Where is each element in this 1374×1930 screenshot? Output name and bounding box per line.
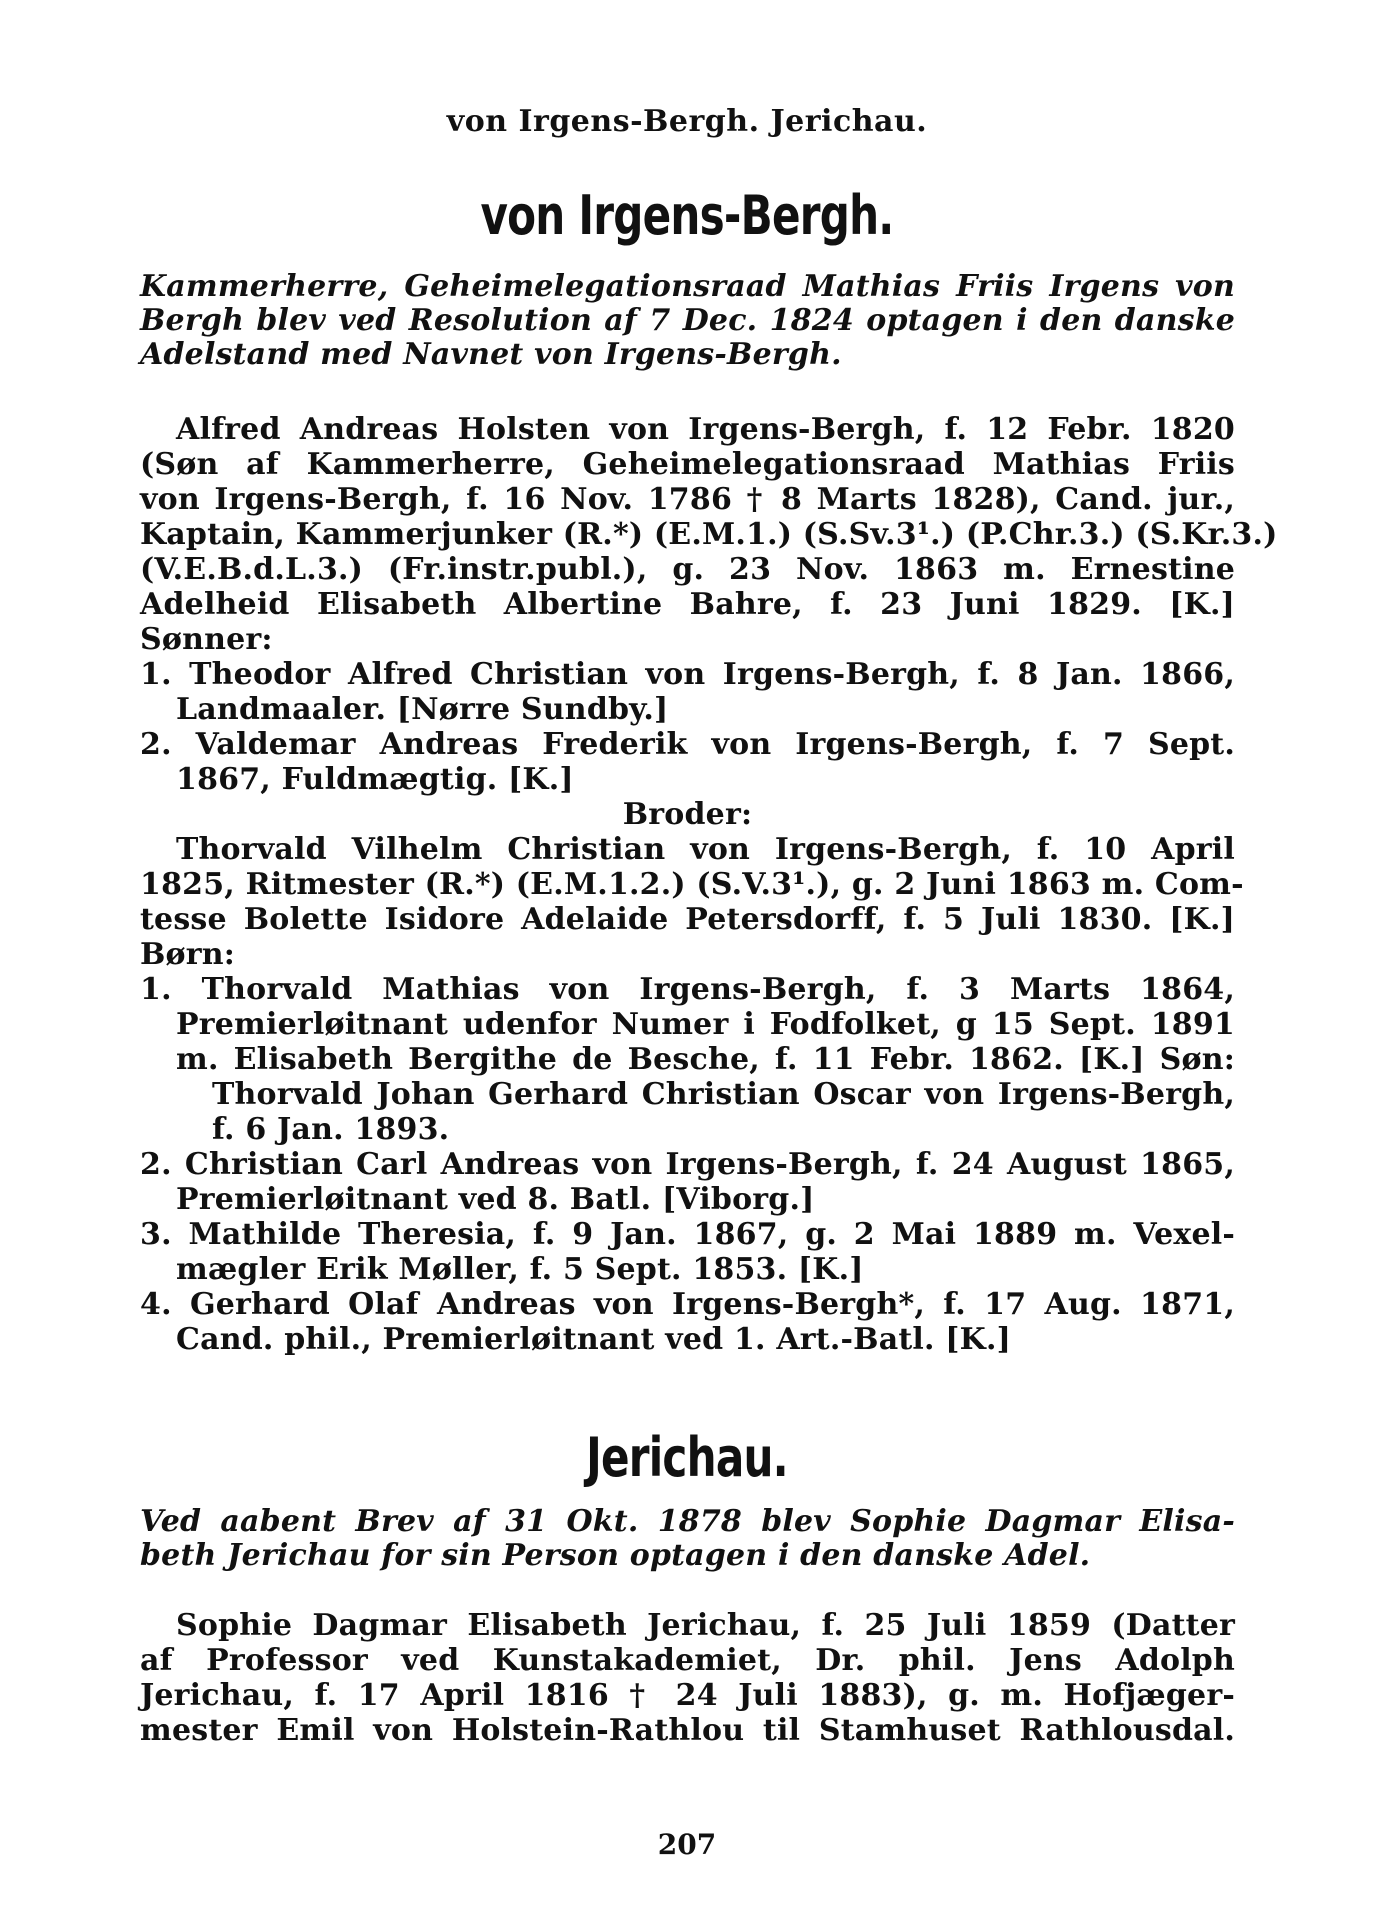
entry-line: tesse Bolette Isidore Adelaide Petersdorff, f. 5 Juli 1830. [K.] <box>140 902 1235 937</box>
entry-line: (Søn af Kammerherre, Geheimelegationsraad Mathias Friis <box>140 447 1235 482</box>
entry-line: Sophie Dagmar Elisabeth Jerichau, f. 25 Juli 1859 (Datter <box>176 1608 1235 1643</box>
entry-line: mester Emil von Holstein-Rathlou til Stamhuset Rathlousdal. <box>140 1713 1235 1748</box>
entry-line: m. Elisabeth Bergithe de Besche, f. 11 Febr. 1862. [K.] Søn: <box>176 1042 1235 1077</box>
entry-line: 1825, Ritmester (R.*) (E.M.1.2.) (S.V.3¹.), g. 2 Juni 1863 m. Com- <box>140 867 1244 902</box>
genealogy-entry-jerichau <box>140 1608 1235 1748</box>
section-title-jerichau: Jerichau. <box>586 1426 788 1489</box>
intro-paragraph-jerichau <box>140 1505 1235 1573</box>
entry-line: Alfred Andreas Holsten von Irgens-Bergh, f. 12 Febr. 1820 <box>176 412 1235 447</box>
page-number: 207 <box>657 1828 717 1861</box>
genealogy-entry-irgens-bergh <box>140 412 1278 1357</box>
intro-line: beth Jerichau for sin Person optagen i den danske Adel. <box>140 1538 1091 1573</box>
entry-line: Kaptain, Kammerjunker (R.*) (E.M.1.) (S.Sv.3¹.) (P.Chr.3.) (S.Kr.3.) <box>140 517 1278 552</box>
entry-line: 2. Christian Carl Andreas von Irgens-Bergh, f. 24 August 1865, <box>140 1147 1235 1182</box>
entry-line: Cand. phil., Premierløitnant ved 1. Art.-Batl. [K.] <box>176 1322 1011 1357</box>
entry-line: 1867, Fuldmægtig. [K.] <box>176 762 574 797</box>
entry-line: f. 6 Jan. 1893. <box>212 1112 450 1147</box>
entry-line: Premierløitnant ved 8. Batl. [Viborg.] <box>176 1182 815 1217</box>
entry-line: 4. Gerhard Olaf Andreas von Irgens-Bergh*, f. 17 Aug. 1871, <box>140 1287 1235 1322</box>
entry-line: 1. Theodor Alfred Christian von Irgens-Bergh, f. 8 Jan. 1866, <box>140 657 1235 692</box>
intro-line: Kammerherre, Geheimelegationsraad Mathias Friis Irgens von <box>140 269 1235 304</box>
brother-heading: Broder: <box>622 797 753 832</box>
entry-line: Thorvald Vilhelm Christian von Irgens-Bergh, f. 10 April <box>176 832 1235 867</box>
entry-line: 1. Thorvald Mathias von Irgens-Bergh, f. 3 Marts 1864, <box>140 972 1235 1007</box>
entry-line: Thorvald Johan Gerhard Christian Oscar von Irgens-Bergh, <box>212 1077 1235 1112</box>
entry-line: af Professor ved Kunstakademiet, Dr. phil. Jens Adolph <box>140 1643 1235 1678</box>
intro-line: Bergh blev ved Resolution af 7 Dec. 1824 optagen i den danske <box>140 303 1235 338</box>
entry-line: mægler Erik Møller, f. 5 Sept. 1853. [K.] <box>176 1252 864 1287</box>
entry-line: 3. Mathilde Theresia, f. 9 Jan. 1867, g. 2 Mai 1889 m. Vexel- <box>140 1217 1235 1252</box>
section-title-irgens-bergh: von Irgens-Bergh. <box>480 184 894 247</box>
children-heading: Børn: <box>140 937 236 972</box>
intro-line: Ved aabent Brev af 31 Okt. 1878 blev Sophie Dagmar Elisa- <box>140 1504 1235 1539</box>
intro-paragraph-irgens-bergh <box>140 270 1235 372</box>
entry-line: Landmaaler. [Nørre Sundby.] <box>176 692 669 727</box>
entry-line: Adelheid Elisabeth Albertine Bahre, f. 23 Juni 1829. [K.] <box>140 587 1235 622</box>
entry-line: von Irgens-Bergh, f. 16 Nov. 1786 † 8 Marts 1828), Cand. jur., <box>140 482 1235 517</box>
entry-line: (V.E.B.d.L.3.) (Fr.instr.publ.), g. 23 Nov. 1863 m. Ernestine <box>140 552 1235 587</box>
entry-line: Jerichau, f. 17 April 1816 † 24 Juli 1883), g. m. Hofjæger- <box>140 1678 1235 1713</box>
children-heading: Sønner: <box>140 622 273 657</box>
entry-line: 2. Valdemar Andreas Frederik von Irgens-Bergh, f. 7 Sept. <box>140 727 1235 762</box>
entry-line: Premierløitnant udenfor Numer i Fodfolket, g 15 Sept. 1891 <box>176 1007 1235 1042</box>
running-head: von Irgens-Bergh. Jerichau. <box>446 104 928 139</box>
intro-line: Adelstand med Navnet von Irgens-Bergh. <box>140 337 842 372</box>
